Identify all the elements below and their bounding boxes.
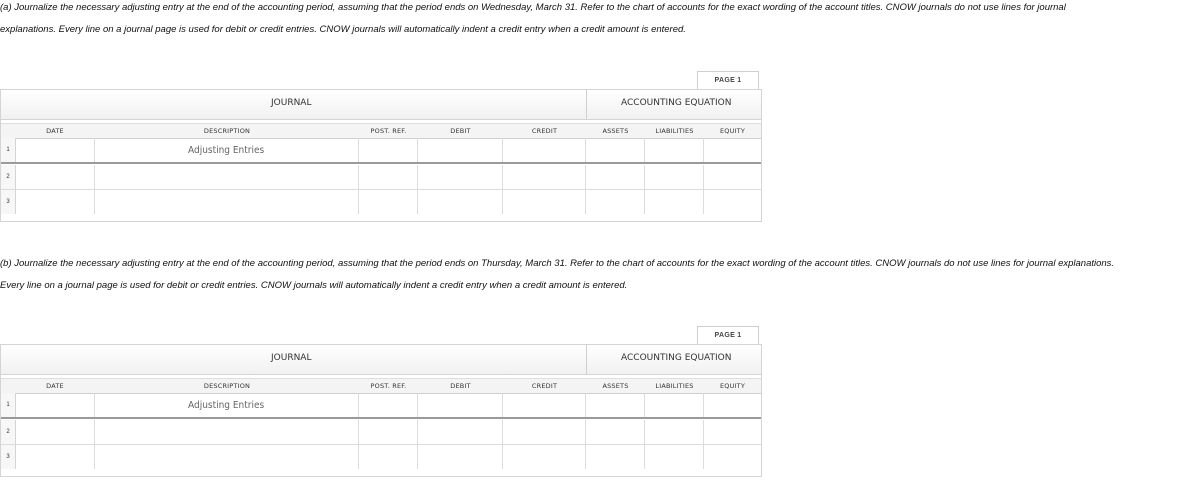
description-input[interactable] (95, 445, 358, 469)
description-cell[interactable] (95, 138, 359, 162)
equity-input[interactable] (704, 393, 761, 417)
liabilities-input[interactable] (645, 445, 703, 469)
liabilities-input[interactable] (645, 420, 703, 444)
assets-input[interactable] (586, 420, 644, 444)
debit-cell[interactable] (418, 445, 503, 469)
credit-cell[interactable] (503, 165, 586, 189)
equity-cell[interactable] (704, 190, 761, 214)
page-tab[interactable]: PAGE 1 (697, 326, 759, 345)
column-date: DATE (46, 382, 64, 390)
accounting-equation-title: ACCOUNTING EQUATION (621, 353, 732, 363)
description-input[interactable] (95, 138, 358, 162)
debit-cell[interactable] (418, 138, 503, 162)
equity-input[interactable] (704, 190, 761, 214)
debit-input[interactable] (418, 165, 502, 189)
journal-row (1, 165, 761, 190)
journal-row (1, 420, 761, 445)
credit-input[interactable] (503, 393, 585, 417)
column-date: DATE (46, 127, 64, 135)
column-post-ref: POST. REF. (370, 127, 407, 135)
description-input[interactable] (95, 165, 358, 189)
journal-row (1, 445, 761, 469)
instructions-a (0, 0, 1200, 41)
column-post-ref: POST. REF. (370, 382, 407, 390)
column-description: DESCRIPTION (203, 382, 251, 390)
debit-input[interactable] (418, 190, 502, 214)
journal-title: JOURNAL (271, 353, 312, 363)
date-input[interactable] (15, 165, 94, 189)
row-number: 2 (1, 420, 16, 444)
equity-input[interactable] (704, 138, 761, 162)
assets-input[interactable] (586, 190, 644, 214)
equity-cell[interactable] (704, 165, 761, 189)
description-cell[interactable] (95, 445, 359, 469)
assets-cell[interactable] (586, 165, 645, 189)
liabilities-input[interactable] (645, 138, 703, 162)
post-ref-input[interactable] (359, 165, 417, 189)
column-debit: DEBIT (450, 382, 471, 390)
assets-cell[interactable] (586, 138, 645, 162)
journal-row (1, 190, 761, 214)
date-cell[interactable] (15, 420, 95, 444)
journal-title: JOURNAL (271, 98, 312, 108)
description-input[interactable] (95, 420, 358, 444)
liabilities-input[interactable] (645, 393, 703, 417)
row-number: 1 (1, 138, 16, 162)
assets-cell[interactable] (586, 445, 645, 469)
instruction-line: (a) Journalize the necessary adjusting entry at the end of the accounting period, assuming that the period ends on Wednesday, March 31. Refer to the chart of accounts for the exact wording of the account titles. CNOW journals do not use lines for journal (0, 2, 1066, 13)
description-input[interactable] (95, 393, 358, 417)
liabilities-cell[interactable] (645, 393, 704, 417)
column-assets: ASSETS (602, 127, 629, 135)
column-header-row (1, 378, 761, 394)
liabilities-input[interactable] (645, 190, 703, 214)
journal-a (0, 71, 765, 226)
post-ref-input[interactable] (359, 138, 417, 162)
instruction-line: (b) Journalize the necessary adjusting entry at the end of the accounting period, assuming that the period ends on Thursday, March 31. Refer to the chart of accounts for the exact wording of the account titles. CNOW journals do not use lines for journal explanations. (0, 258, 1115, 269)
credit-input[interactable] (503, 445, 585, 469)
column-liabilities: LIABILITIES (655, 127, 694, 135)
journal-header (1, 90, 761, 120)
instructions-b (0, 253, 1200, 297)
journal-table (0, 344, 762, 477)
liabilities-cell[interactable] (645, 445, 704, 469)
post-ref-input[interactable] (359, 190, 417, 214)
equity-cell[interactable] (704, 445, 761, 469)
debit-cell[interactable] (418, 420, 503, 444)
description-cell[interactable] (95, 190, 359, 214)
column-equity: EQUITY (719, 382, 746, 390)
post-ref-cell[interactable] (359, 190, 418, 214)
debit-cell[interactable] (418, 393, 503, 417)
column-equity: EQUITY (719, 127, 746, 135)
date-cell[interactable] (15, 138, 95, 162)
journal-header (1, 345, 761, 375)
credit-cell[interactable] (503, 393, 586, 417)
post-ref-cell[interactable] (359, 165, 418, 189)
credit-input[interactable] (503, 190, 585, 214)
credit-cell[interactable] (503, 445, 586, 469)
credit-cell[interactable] (503, 190, 586, 214)
debit-input[interactable] (418, 138, 502, 162)
description-cell[interactable] (95, 165, 359, 189)
assets-cell[interactable] (586, 420, 645, 444)
equity-input[interactable] (704, 420, 761, 444)
equity-cell[interactable] (704, 420, 761, 444)
journal-b (0, 326, 765, 481)
credit-input[interactable] (503, 165, 585, 189)
assets-cell[interactable] (586, 190, 645, 214)
credit-cell[interactable] (503, 420, 586, 444)
post-ref-cell[interactable] (359, 393, 418, 417)
date-cell[interactable] (15, 445, 95, 469)
debit-input[interactable] (418, 393, 502, 417)
column-description: DESCRIPTION (203, 127, 251, 135)
description-cell[interactable] (95, 420, 359, 444)
debit-input[interactable] (418, 445, 502, 469)
debit-cell[interactable] (418, 190, 503, 214)
column-debit: DEBIT (450, 127, 471, 135)
assets-cell[interactable] (586, 393, 645, 417)
debit-input[interactable] (418, 420, 502, 444)
liabilities-cell[interactable] (645, 420, 704, 444)
description-input[interactable] (95, 190, 358, 214)
date-input[interactable] (15, 190, 94, 214)
liabilities-input[interactable] (645, 165, 703, 189)
journal-row (1, 138, 761, 164)
journal-row (1, 393, 761, 419)
post-ref-cell[interactable] (359, 138, 418, 162)
post-ref-cell[interactable] (359, 445, 418, 469)
liabilities-cell[interactable] (645, 190, 704, 214)
assets-input[interactable] (586, 393, 644, 417)
column-liabilities: LIABILITIES (655, 382, 694, 390)
post-ref-input[interactable] (359, 393, 417, 417)
equity-input[interactable] (704, 445, 761, 469)
liabilities-cell[interactable] (645, 165, 704, 189)
equity-input[interactable] (704, 165, 761, 189)
column-assets: ASSETS (602, 382, 629, 390)
row-number: 3 (1, 190, 16, 214)
date-cell[interactable] (15, 190, 95, 214)
credit-input[interactable] (503, 138, 585, 162)
row-number: 3 (1, 445, 16, 469)
instruction-line: Every line on a journal page is used for debit or credit entries. CNOW journals will automatically indent a credit entry when a credit amount is entered. (0, 280, 628, 291)
description-cell[interactable] (95, 393, 359, 417)
date-input[interactable] (15, 138, 94, 162)
assets-input[interactable] (586, 138, 644, 162)
post-ref-input[interactable] (359, 445, 417, 469)
divider (586, 345, 587, 374)
row-number: 2 (1, 165, 16, 189)
date-input[interactable] (15, 393, 94, 417)
post-ref-cell[interactable] (359, 420, 418, 444)
column-header-row (1, 123, 761, 139)
instruction-line: explanations. Every line on a journal page is used for debit or credit entries. CNOW journals will automatically indent a credit entry when a credit amount is entered. (0, 24, 686, 35)
column-credit: CREDIT (531, 382, 558, 390)
date-cell[interactable] (15, 165, 95, 189)
date-input[interactable] (15, 445, 94, 469)
assets-input[interactable] (586, 445, 644, 469)
date-input[interactable] (15, 420, 94, 444)
date-cell[interactable] (15, 393, 95, 417)
journal-table (0, 89, 762, 222)
equity-cell[interactable] (704, 138, 761, 162)
row-number: 1 (1, 393, 16, 417)
divider (586, 90, 587, 119)
debit-cell[interactable] (418, 165, 503, 189)
credit-input[interactable] (503, 420, 585, 444)
post-ref-input[interactable] (359, 420, 417, 444)
assets-input[interactable] (586, 165, 644, 189)
page-tab[interactable]: PAGE 1 (697, 71, 759, 90)
credit-cell[interactable] (503, 138, 586, 162)
equity-cell[interactable] (704, 393, 761, 417)
column-credit: CREDIT (531, 127, 558, 135)
liabilities-cell[interactable] (645, 138, 704, 162)
accounting-equation-title: ACCOUNTING EQUATION (621, 98, 732, 108)
